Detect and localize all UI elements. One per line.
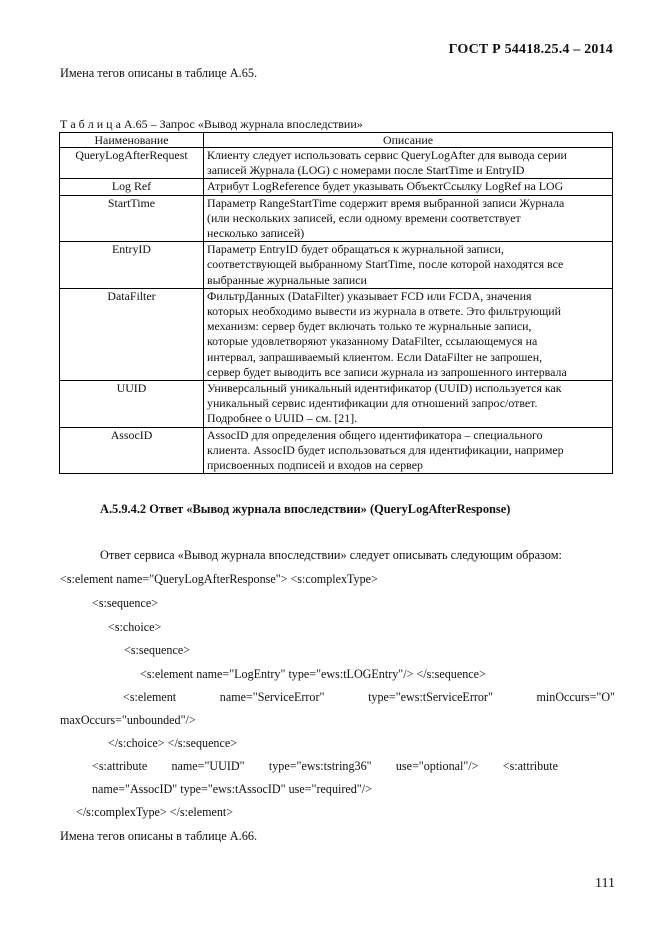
table-cell-name: EntryID (60, 242, 204, 289)
code-line-8-continuation: name="AssocID" type="ews:tAssocID" use="required"/> (92, 782, 372, 796)
column-header-description: Описание (204, 133, 613, 148)
table-row (60, 179, 613, 195)
description-line: интервал, запрашиваемый клиентом. Если DataFilter не запрошен, (207, 349, 543, 364)
table-cell-description (204, 148, 613, 179)
description-line: записей Журнала (LOG) с номерами после StartTime и EntryID (207, 163, 525, 178)
code-token: <s:attribute (502, 759, 558, 773)
table-cell-description (204, 381, 613, 428)
table-cell-name: AssocID (60, 427, 204, 474)
code-line-5: <s:element name="LogEntry" type="ews:tLOGEntry"/> </s:sequence> (140, 667, 486, 681)
table-cell-description (204, 195, 613, 242)
description-line: сервер будет выводить все записи журнала из запрошенного интервала (207, 364, 567, 379)
description-line: которых необходимо вывести из журнала в ответе. Это фильтрующий (207, 304, 561, 319)
code-token: type="ews:tstring36" (268, 759, 372, 773)
table-cell-name: DataFilter (60, 288, 204, 380)
page-number: 111 (595, 876, 615, 891)
code-token: <s:element (123, 690, 177, 704)
code-line-7: </s:choice> </s:sequence> (108, 736, 238, 750)
description-line: присвоенных подписей и входов на сервер (207, 458, 423, 473)
code-line-9: </s:complexType> </s:element> (76, 805, 234, 819)
description-line: выбранные журнальные записи (207, 272, 367, 287)
code-token: type="ews:tServiceError" (368, 690, 493, 704)
table-row (60, 148, 613, 179)
code-token: use="optional"/> (395, 759, 479, 773)
section-heading: А.5.9.4.2 Ответ «Вывод журнала впоследствии» (QueryLogAfterResponse) (100, 502, 511, 516)
code-line-2: <s:sequence> (92, 596, 159, 610)
code-token: name="ServiceError" (219, 690, 325, 704)
description-line: Параметр EntryID будет обращаться к журнальной записи, (207, 242, 504, 257)
description-line: Атрибут LogReference будет указывать ОбъектСсылку LogRef на LOG (207, 179, 564, 194)
description-line: несколько записей) (207, 226, 305, 241)
table-cell-name: QueryLogAfterRequest (60, 148, 204, 179)
code-line-1: <s:element name="QueryLogAfterResponse"> <s:complexType> (60, 572, 378, 586)
description-line: уникальный сервис идентификации для отношений запрос/ответ. (207, 396, 538, 411)
tags-table (59, 132, 613, 474)
description-line: механизм: сервер будет включать только те журнальные записи, (207, 319, 532, 334)
table-cell-name: UUID (60, 381, 204, 428)
outro-text: Имена тегов описаны в таблице А.66. (60, 829, 258, 843)
description-line: ФильтрДанных (DataFilter) указывает FCD или FCDA, значения (207, 288, 532, 303)
code-line-3: <s:choice> (108, 620, 162, 634)
document-header: ГОСТ Р 54418.25.4 – 2014 (448, 42, 613, 57)
table-cell-description (204, 179, 613, 195)
table-header-row (60, 133, 613, 148)
description-line: которые удовлетворяют указанному DataFilter, ссылающемуся на (207, 334, 538, 349)
table-cell-name: StartTime (60, 195, 204, 242)
table-cell-description (204, 427, 613, 474)
description-line: Параметр RangeStartTime содержит время выбранной записи Журнала (207, 195, 565, 210)
intro-text: Имена тегов описаны в таблице А.65. (60, 66, 258, 80)
description-line: соответствующей выбранному StartTime, после которой находятся все (207, 257, 564, 272)
code-token: minOccurs="O" (536, 690, 615, 704)
response-intro-text: Ответ сервиса «Вывод журнала впоследствии» следует описывать следующим образом: (100, 548, 562, 562)
table-row (60, 242, 613, 289)
table-row (60, 288, 613, 380)
code-token: name="UUID" (171, 759, 245, 773)
description-line: клиента. AssocID будет использоваться для идентификации, например (207, 442, 564, 457)
table-row (60, 427, 613, 474)
table-caption: Т а б л и ц а А.65 – Запрос «Вывод журнала впоследствии» (60, 117, 363, 131)
table-cell-description (204, 242, 613, 289)
description-line: (или нескольких записей, если одному времени соответствует (207, 210, 521, 225)
column-header-name: Наименование (60, 133, 204, 148)
table-cell-name: Log Ref (60, 179, 204, 195)
code-line-8 (92, 759, 558, 774)
table-row (60, 381, 613, 428)
code-line-4: <s:sequence> (124, 643, 191, 657)
description-line: Клиенту следует использовать сервис QueryLogAfter для вывода серии (207, 148, 567, 162)
code-line-6-continuation: maxOccurs="unbounded"/> (60, 713, 196, 727)
table-row (60, 195, 613, 242)
code-token: <s:attribute (92, 759, 148, 773)
description-line: Подробнее о UUID – см. [21]. (207, 411, 358, 426)
code-line-6 (123, 690, 615, 705)
description-line: AssocID для определения общего идентификатора – специального (207, 427, 543, 442)
description-line: Универсальный уникальный идентификатор (UUID) используется как (207, 381, 562, 396)
table-cell-description (204, 288, 613, 380)
